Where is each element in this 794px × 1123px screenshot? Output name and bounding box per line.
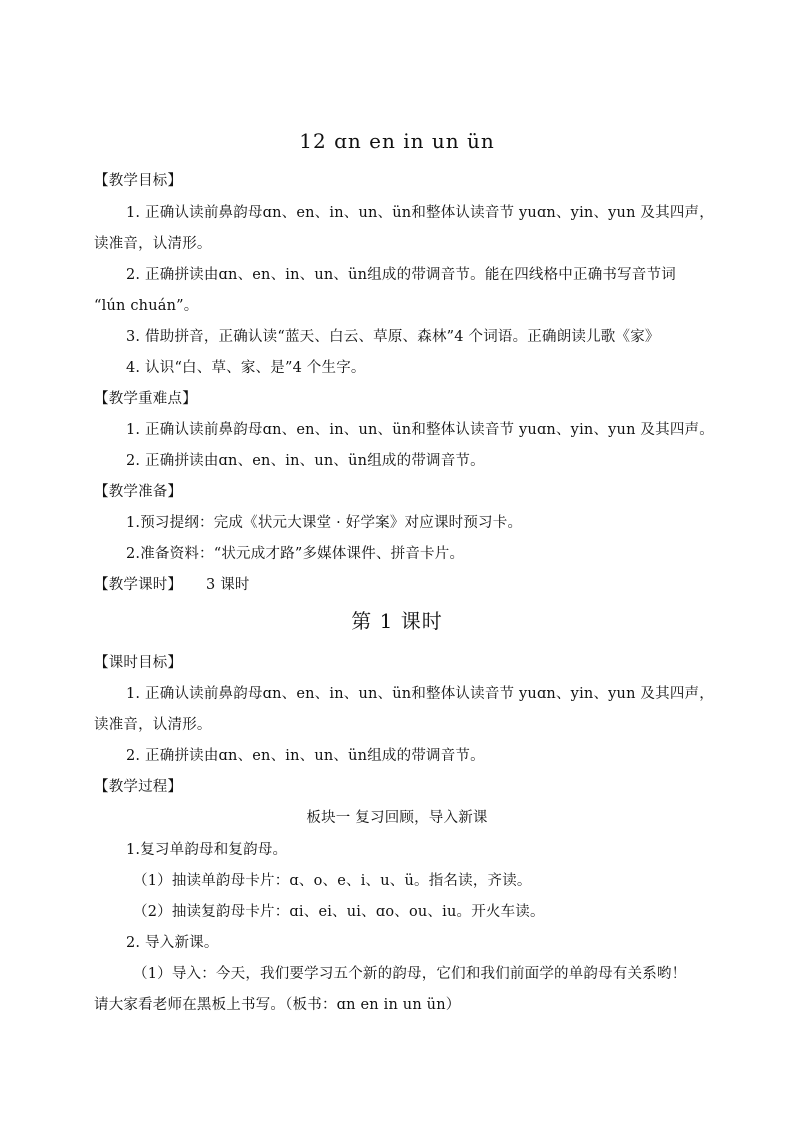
prep-item-2: 2.准备资料：“状元成才路”多媒体课件、拼音卡片。 (126, 546, 465, 562)
process-item-2-1: （1）导入：今天，我们要学习五个新的韵母，它们和我们前面学的单韵母有关系哟！ (133, 966, 687, 982)
hours-heading: 【教学课时】 (94, 577, 183, 593)
goal-1-cont: 读准音，认清形。 (94, 717, 212, 733)
process-item-1-1: （1）抽读单韵母卡片：ɑ、o、e、i、u、ü。指名读，齐读。 (133, 873, 532, 889)
process-item-2-1-cont: 请大家看老师在黑板上书写。（板书：ɑn en in un ün） (94, 997, 461, 1013)
goal-heading: 【课时目标】 (94, 655, 183, 671)
objective-2: 2. 正确拼读由ɑn、en、in、un、ün组成的带调音节。能在四线格中正确书写音节词 (126, 267, 676, 283)
goal-1: 1. 正确认读前鼻韵母ɑn、en、in、un、ün和整体认读音节 yuɑn、yin、yun 及其四声， (126, 686, 714, 702)
objective-3: 3. 借助拼音，正确认读“蓝天、白云、草原、森林”4 个词语。正确朗读儿歌《家》 (126, 329, 660, 345)
process-item-2: 2. 导入新课。 (126, 935, 219, 951)
keypoint-1: 1. 正确认读前鼻韵母ɑn、en、in、un、ün和整体认读音节 yuɑn、yin、yun 及其四声。 (126, 422, 714, 438)
prep-item-1: 1.预习提纲：完成《状元大课堂 · 好学案》对应课时预习卡。 (126, 515, 523, 531)
objective-1: 1. 正确认读前鼻韵母ɑn、en、in、un、ün和整体认读音节 yuɑn、yin、yun 及其四声， (126, 205, 714, 221)
process-heading: 【教学过程】 (94, 779, 183, 795)
objectives-heading: 【教学目标】 (94, 173, 183, 189)
objective-4: 4. 认识“白、草、家、是”4 个生字。 (126, 360, 366, 376)
lesson-title: 12 ɑn en in un ün (299, 129, 495, 153)
objective-1-cont: 读准音，认清形。 (94, 236, 212, 252)
process-item-1-2: （2）抽读复韵母卡片：ɑi、ei、ui、ɑo、ou、iu。开火车读。 (133, 904, 545, 920)
lesson1-title: 第 1 课时 (351, 609, 443, 633)
hours-value: 3 课时 (206, 577, 250, 593)
goal-2: 2. 正确拼读由ɑn、en、in、un、ün组成的带调音节。 (126, 748, 485, 764)
process-item-1: 1.复习单韵母和复韵母。 (126, 842, 288, 858)
keypoint-2: 2. 正确拼读由ɑn、en、in、un、ün组成的带调音节。 (126, 453, 485, 469)
keypoints-heading: 【教学重难点】 (94, 391, 197, 407)
block-title: 板块一 复习回顾，导入新课 (306, 810, 488, 826)
prep-heading: 【教学准备】 (94, 484, 183, 500)
objective-2-cont: “lún chuán”。 (94, 298, 199, 314)
